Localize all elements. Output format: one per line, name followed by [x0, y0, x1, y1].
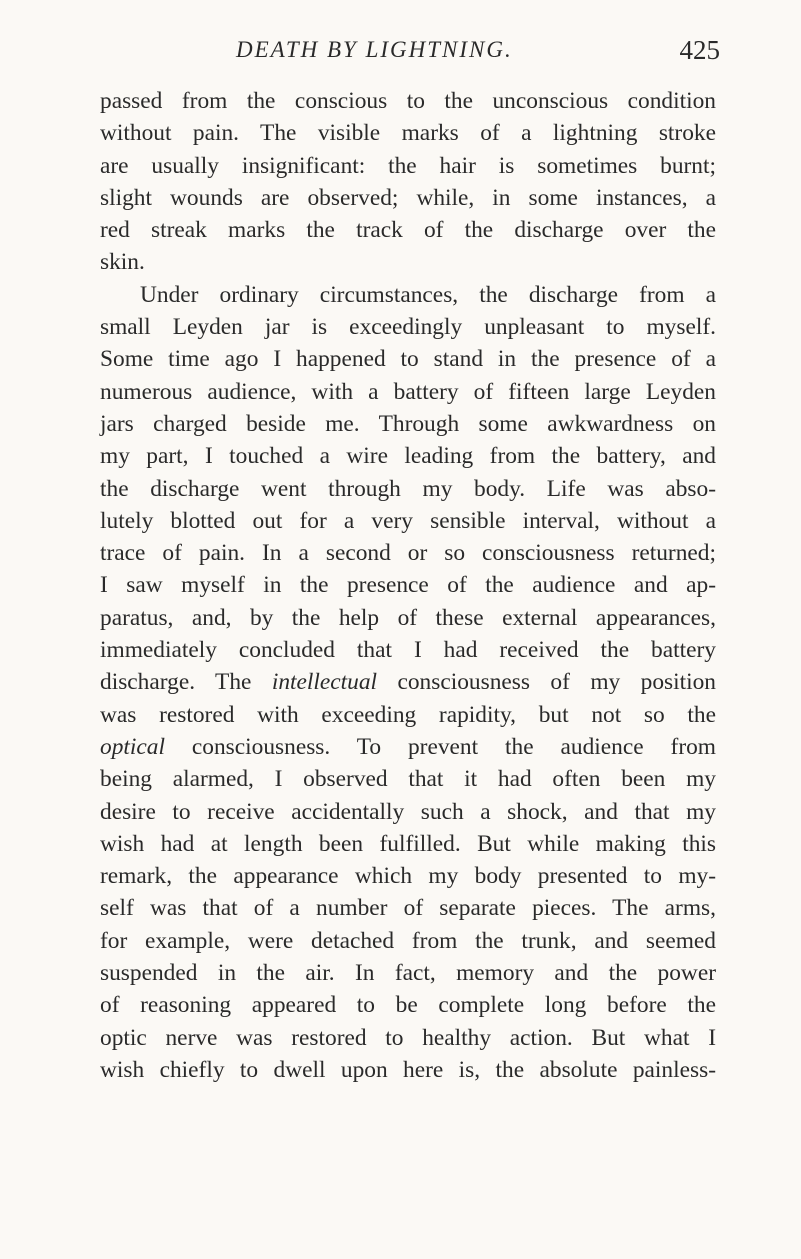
- text-line: are usually insignificant: the hair is sometimes burnt;: [100, 152, 716, 179]
- text-line: optic nerve was restored to healthy action. But what I: [100, 1024, 716, 1051]
- text-line: [100, 666, 716, 698]
- text-line: I saw myself in the presence of the audience and ap-: [100, 572, 716, 599]
- text-line: red streak marks the track of the discharge over the: [100, 217, 716, 244]
- text-line: self was that of a number of separate pieces. The arms,: [100, 895, 716, 922]
- text-line: slight wounds are observed; while, in some instances, a: [100, 184, 716, 211]
- text-line: remark, the appearance which my body presented to my-: [100, 863, 716, 890]
- text-line: the discharge went through my body. Life was abso-: [100, 475, 716, 502]
- text-line: lutely blotted out for a very sensible interval, without a: [100, 507, 716, 534]
- text-line: without pain. The visible marks of a lightning stroke: [100, 120, 716, 147]
- text-line: desire to receive accidentally such a shock, and that my: [100, 798, 716, 825]
- text-line: immediately concluded that I had received the battery: [100, 637, 716, 664]
- text-line: suspended in the air. In fact, memory and the power: [100, 960, 716, 987]
- text-line: small Leyden jar is exceedingly unpleasant to myself.: [100, 314, 716, 341]
- text-run: discharge. The: [100, 669, 272, 696]
- text-line: being alarmed, I observed that it had often been my: [100, 766, 716, 793]
- text-line: numerous audience, with a battery of fifteen large Leyden: [100, 378, 716, 405]
- text-line: Under ordinary circumstances, the discharge from a: [140, 281, 716, 308]
- text-line: skin.: [100, 249, 145, 276]
- page-number: 425: [679, 35, 720, 65]
- text-line: was restored with exceeding rapidity, but not so the: [100, 701, 716, 728]
- text-run: consciousness. To prevent the audience from: [164, 733, 716, 760]
- emphasis-intellectual: intellectual: [271, 669, 378, 696]
- text-line: for example, were detached from the trunk, and seemed: [100, 927, 716, 954]
- text-line: my part, I touched a wire leading from the battery, and: [100, 443, 716, 470]
- page-header: [100, 30, 720, 70]
- text-line: wish chiefly to dwell upon here is, the absolute painless-: [100, 1056, 716, 1083]
- text-line: of reasoning appeared to be complete long before the: [100, 992, 716, 1019]
- emphasis-optical: optical: [100, 733, 165, 760]
- running-head: DEATH BY LIGHTNING.: [236, 37, 513, 62]
- body-text: [100, 85, 716, 1086]
- text-line: [100, 731, 716, 763]
- text-run: consciousness of my position: [377, 669, 716, 696]
- text-line: Some time ago I happened to stand in the presence of a: [100, 346, 716, 373]
- text-line: paratus, and, by the help of these external appearances,: [100, 604, 716, 631]
- text-line: trace of pain. In a second or so consciousness returned;: [100, 540, 716, 567]
- text-line: jars charged beside me. Through some awkwardness on: [100, 410, 716, 437]
- text-line: wish had at length been fulfilled. But while making this: [100, 830, 716, 857]
- text-line: passed from the conscious to the unconscious condition: [100, 88, 716, 114]
